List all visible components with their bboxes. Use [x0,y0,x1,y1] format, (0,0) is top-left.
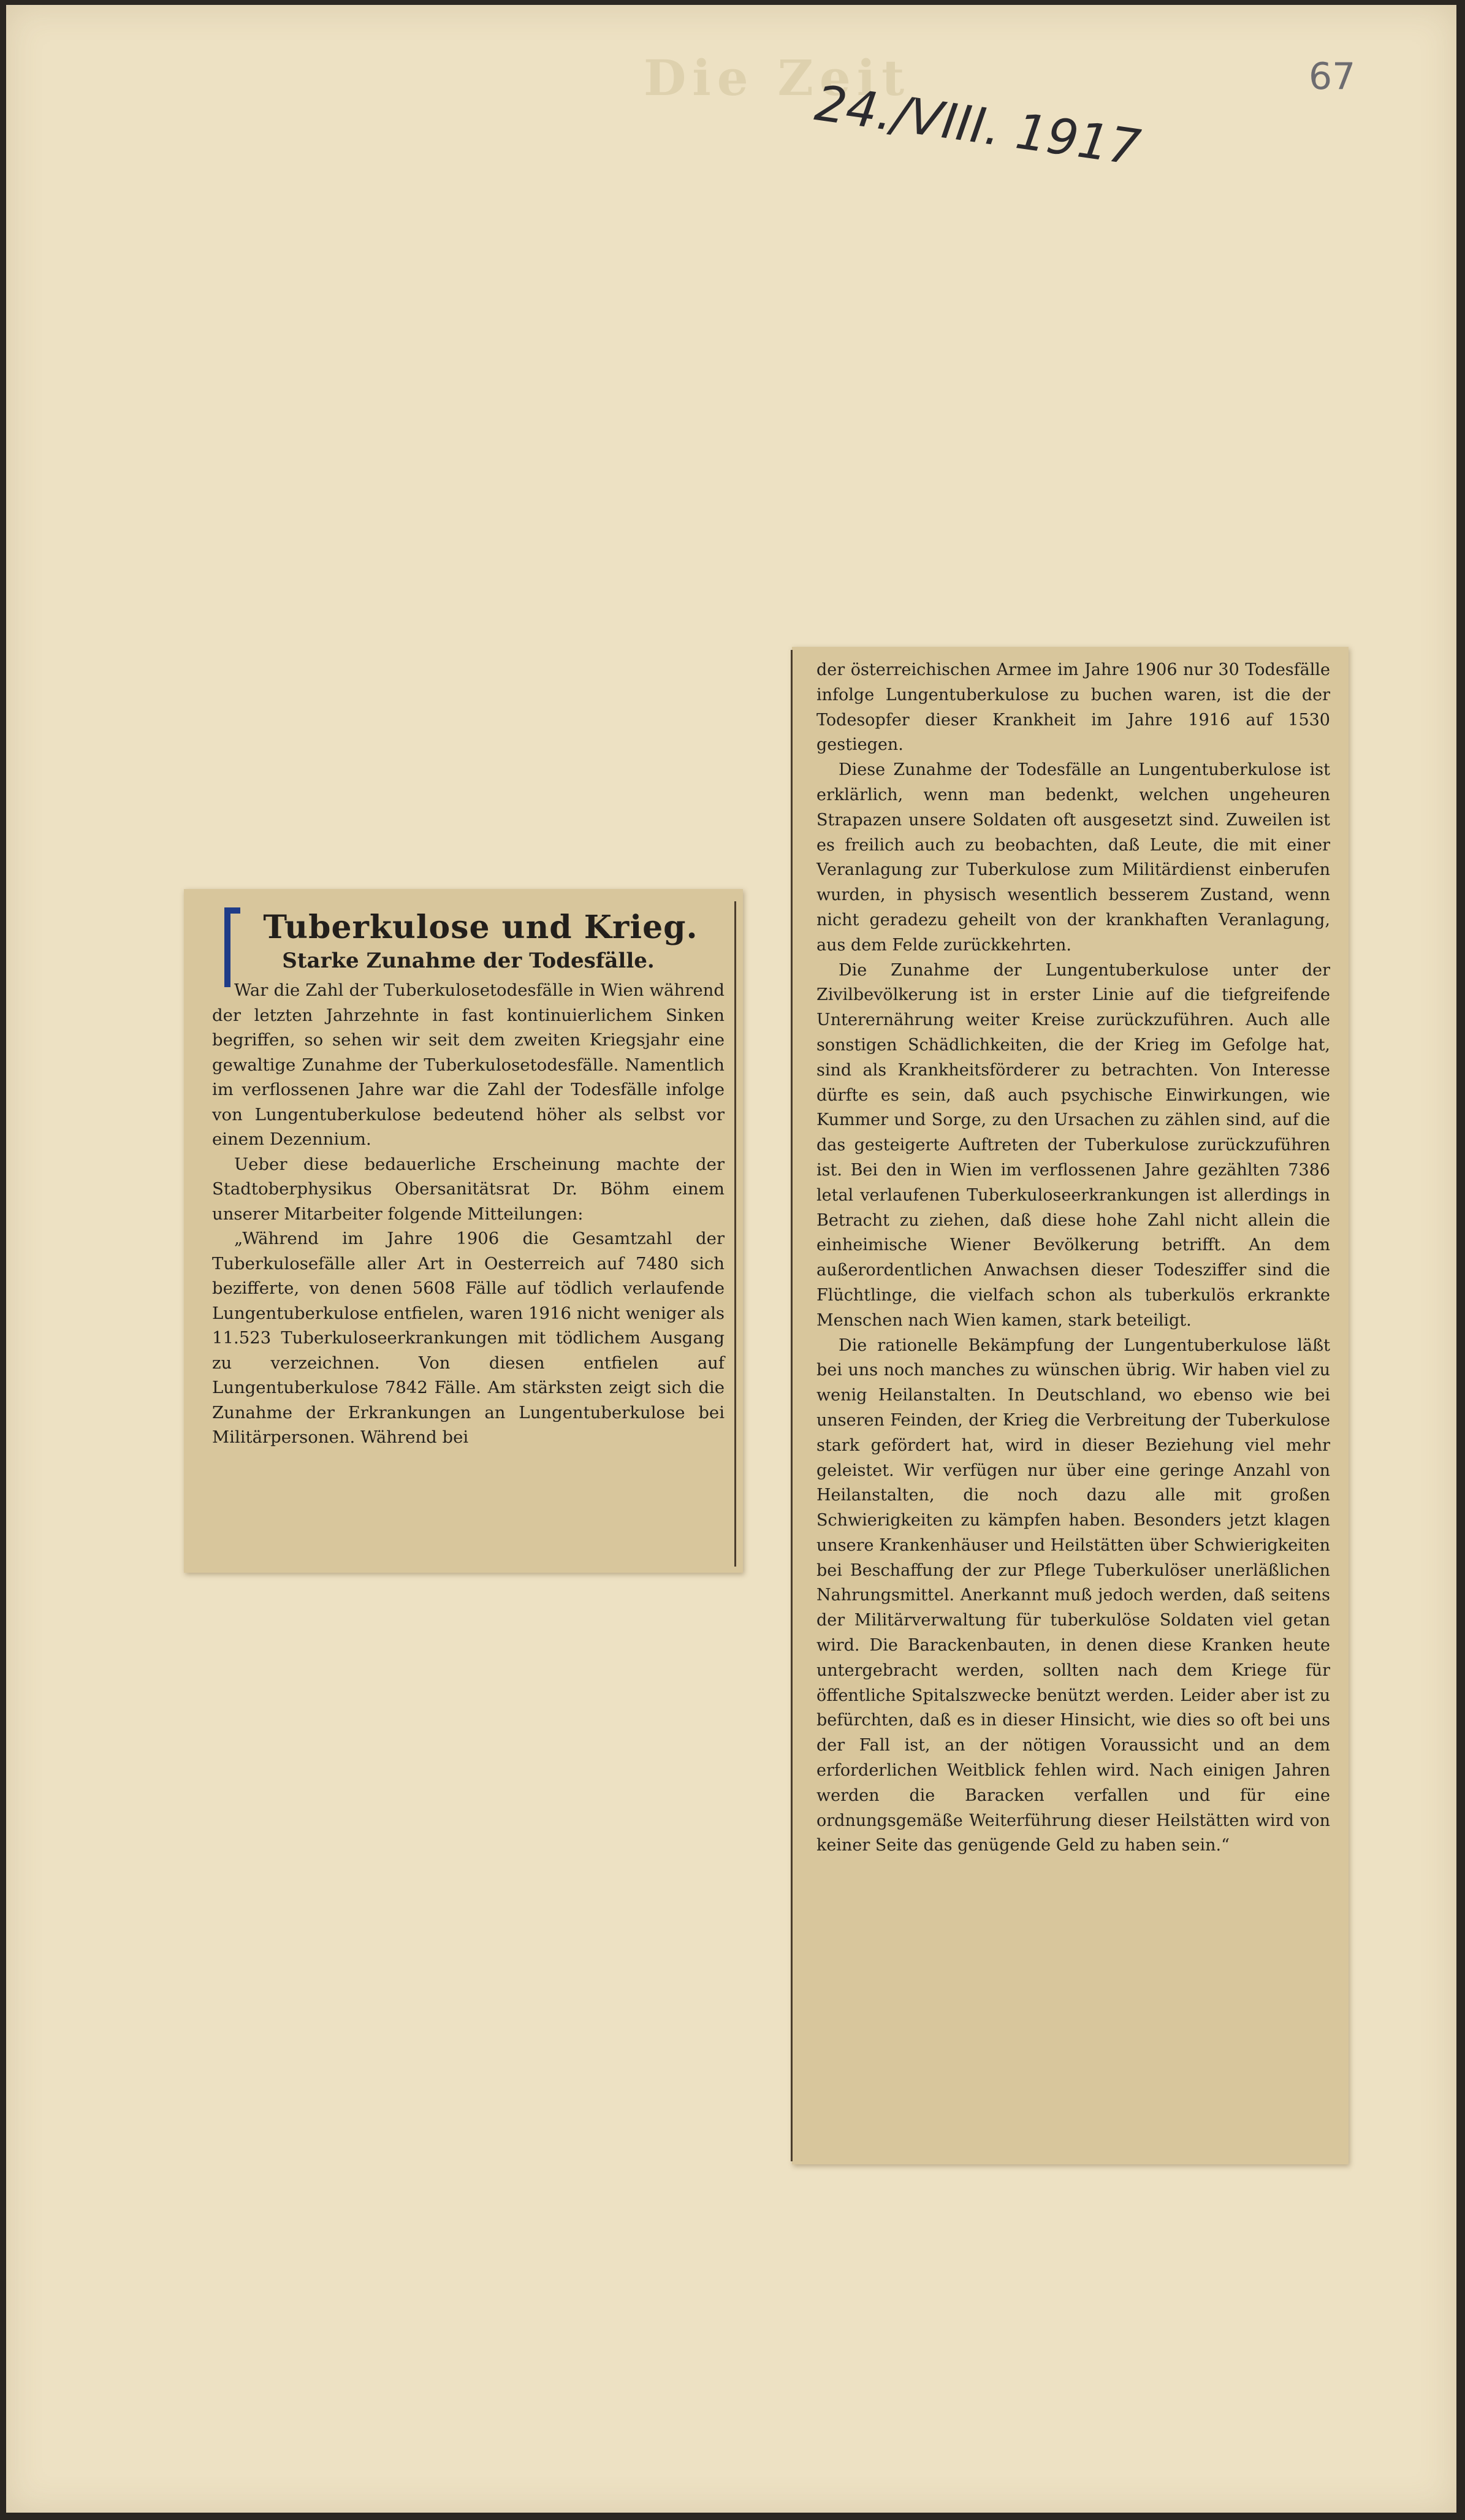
paragraph: der österreichischen Armee im Jahre 1906 nur 30 Todesfälle infolge Lungentuberkulose zu buchen waren, ist die der Todesopfer dieser Krankheit im Jahre 1916 auf 1530 gestiegen. [816,660,1330,755]
paragraph: Die Zunahme der Lungentuberkulose unter der Zivilbevölkerung ist in erster Linie auf die tiefgreifende Unterernährung weiter Kreise zurückzuführen. Auch alle sonstigen Schädlichkeiten, die der Krieg im Gefolge hat, sind als Krankheitsförderer zu betrachten. Von Interesse dürfte es sein, daß auch psychische Einwirkungen, wie Kummer und Sorge, zu den Ursachen zu zählen sind, auf die das gesteigerte Auftreten der Tuberkulose zurückzuführen ist. Bei den in Wien im verflossenen Jahre gezählten 7386 letal verlaufenen Tuberkuloseerkrankungen ist allerdings in Betracht zu ziehen, daß diese hohe Zahl nicht allein die einheimische Wiener Bevölkerung betrifft. An dem außerordentlichen Anwachsen dieser Todesziffer sind die Flüchtlinge, die vielfach schon als tuberkulös erkrankte Menschen nach Wien kamen, stark beteiligt. [816,960,1330,1330]
blue-pencil-mark [224,907,240,987]
paragraph: War die Zahl der Tuberkulosetodesfälle in Wien während der letzten Jahrzehnte in fast kontinuierlichem Sinken begriffen, so sehen wir seit dem zweiten Kriegsjahr eine gewaltige Zunahme der Tuberkulosetodesfälle. Namentlich im verflossenen Jahre war die Zahl der Todesfälle infolge von Lungentuberkulose bedeutend höher als selbst vor einem Dezennium. [212,980,725,1149]
clipping-right-column [792,647,1349,2164]
handwritten-date: 24./VIII. 1917 [812,74,1144,177]
article-headline: Tuberkulose und Krieg. [263,909,698,946]
paragraph: „Während im Jahre 1906 die Gesamtzahl der Tuberkulosefälle aller Art in Oesterreich auf 7480 sich bezifferte, von denen 5608 Fälle auf tödlich verlaufende Lungentuberkulose entfielen, waren 1916 nicht weniger als 11.523 Tuberkuloseerkrankungen mit tödlichem Ausgang zu verzeichnen. Von diesen entfielen auf Lungentuberkulose 7842 Fälle. Am stärksten zeigt sich die Zunahme der Erkrankungen an Lungentuberkulose bei Militärpersonen. Während bei [212,1229,725,1447]
masthead-faint: Die Zeit [644,49,911,107]
column-rule [791,650,793,2161]
clipping-left-column [184,889,743,1573]
folio-number: 67 [1309,55,1356,98]
paragraph: Ueber diese bedauerliche Erscheinung machte der Stadtoberphysikus Obersanitätsrat Dr. Böhm einem unserer Mitarbeiter folgende Mitteilungen: [212,1154,725,1224]
paragraph: Die rationelle Bekämpfung der Lungentuberkulose läßt bei uns noch manches zu wünschen übrig. Wir haben viel zu wenig Heilanstalten. In Deutschland, wo ebenso wie bei unseren Feinden, der Krieg die Verbreitung der Tuberkulose stark gefördert hat, wird in dieser Beziehung viel mehr geleistet. Wir verfügen nur über eine geringe Anzahl von Heilanstalten, die noch dazu alle mit großen Schwierigkeiten zu kämpfen haben. Besonders jetzt klagen unsere Krankenhäuser und Heilstätten über Schwierigkeiten bei Beschaffung der zur Pflege Tuberkulöser unerläßlichen Nahrungsmittel. Anerkannt muß jedoch werden, daß seitens der Militärverwaltung für tuberkulöse Soldaten viel getan wird. Die Barackenbauten, in denen diese Kranken heute untergebracht werden, sollten nach dem Kriege für öffentliche Spitalszwecke benützt werden. Leider aber ist zu befürchten, daß es in dieser Hinsicht, wie dies so oft bei uns der Fall ist, an der nötigen Voraussicht und an dem erforderlichen Weitblick fehlen wird. Nach einigen Jahren werden die Baracken verfallen und für eine ordnungsgemäße Weiterführung dieser Heilstätten wird von keiner Seite das genügende Geld zu haben sein.“ [816,1335,1330,1855]
article-subheadline: Starke Zunahme der Todesfälle. [282,949,655,973]
paragraph: Diese Zunahme der Todesfälle an Lungentuberkulose ist erklärlich, wenn man bedenkt, welchen ungeheuren Strapazen unsere Soldaten oft ausgesetzt sind. Zuweilen ist es freilich auch zu beobachten, daß Leute, die mit einer Veranlagung zur Tuberkulose zum Militärdienst einberufen wurden, in physisch wesentlich besserem Zustand, wenn nicht geradezu geheilt von der krankhaften Veranlagung, aus dem Felde zurückkehrten. [816,760,1330,955]
column-rule [734,901,736,1567]
